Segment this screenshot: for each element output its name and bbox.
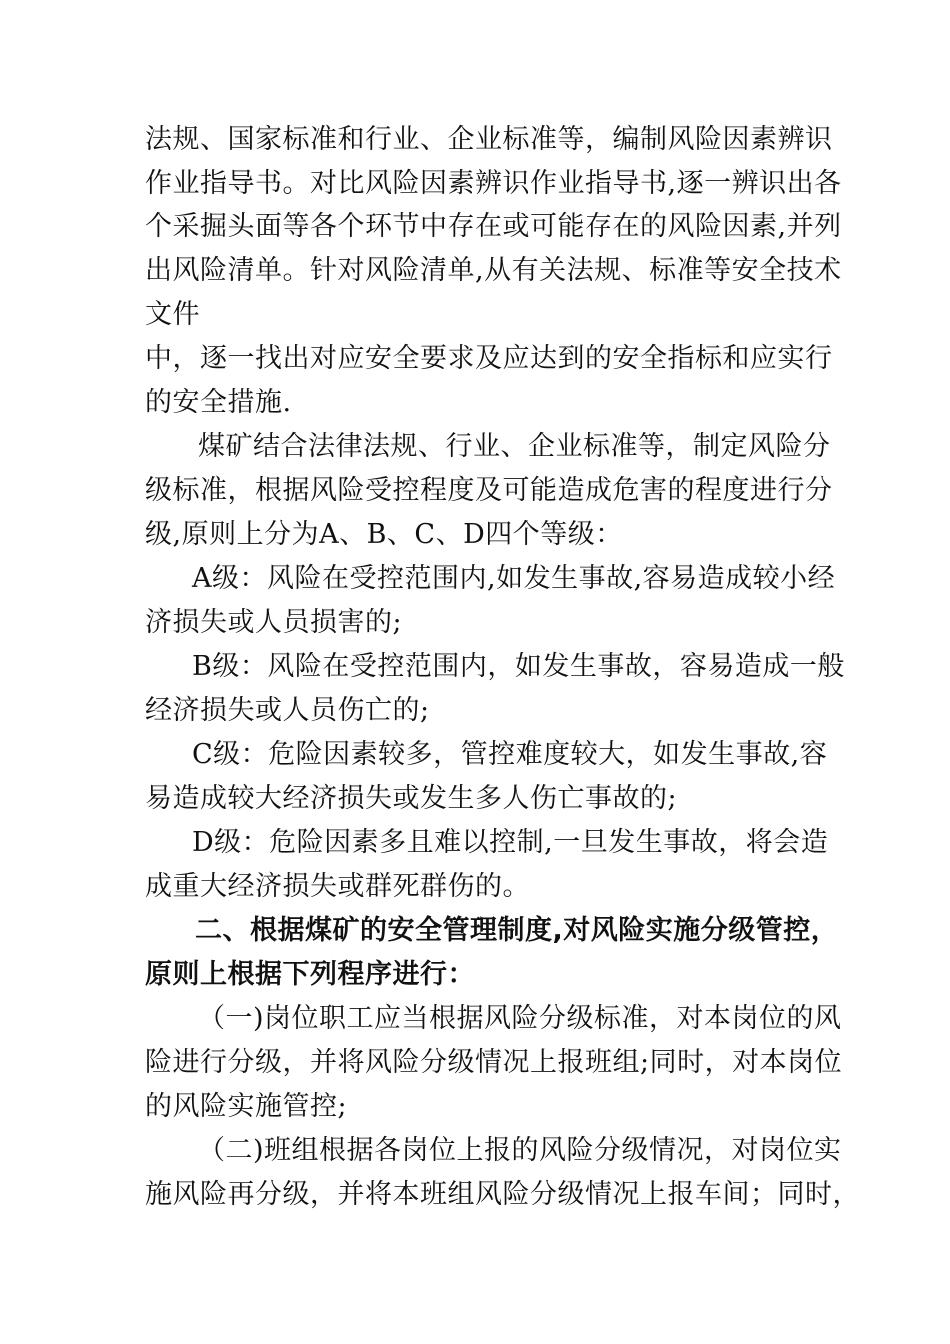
grade-b-line: B级：风险在受控范围内，如发生事故，容易造成一般 (192, 651, 845, 682)
step-two-line: （二)班组根据各岗位上报的风险分级情况，对岗位实 (198, 1135, 842, 1166)
text-line: 文件 (145, 299, 200, 330)
section-heading: 二、根据煤矿的安全管理制度,对风险实施分级管控， (195, 915, 839, 946)
text-line: 级,原则上分为A、B、C、D四个等级： (145, 519, 623, 550)
text-line: 险进行分级，并将风险分级情况上报班组;同时，对本岗位 (145, 1047, 843, 1078)
paragraph-start-line: 煤矿结合法律法规、行业、企业标准等，制定风险分 (198, 431, 831, 462)
text-line: 济损失或人员损害的; (145, 607, 403, 638)
text-line: 个采掘头面等各个环节中存在或可能存在的风险因素,并列 (145, 211, 842, 242)
text-line: 成重大经济损失或群死群伤的。 (145, 871, 530, 902)
text-line: 经济损失或人员伤亡的; (145, 695, 430, 726)
text-line: 法规、国家标准和行业、企业标准等，编制风险因素辨识 (145, 124, 833, 155)
grade-a-line: A级：风险在受控范围内,如发生事故,容易造成较小经 (192, 563, 836, 594)
grade-c-line: C级：危险因素较多，管控难度较大，如发生事故,容 (192, 739, 828, 770)
text-line: 出风险清单。针对风险清单,从有关法规、标准等安全技术 (145, 255, 842, 286)
text-line: 易造成较大经济损失或发生多人伤亡事故的; (145, 783, 678, 814)
grade-d-line: D级：危险因素多且难以控制,一旦发生事故，将会造 (192, 827, 829, 858)
text-line: 级标准，根据风险受控程度及可能造成危害的程度进行分 (145, 475, 833, 506)
text-line: 的安全措施. (145, 387, 292, 418)
text-line: 施风险再分级，并将本班组风险分级情况上报车间；同时， (145, 1179, 860, 1210)
section-heading-cont: 原则上根据下列程序进行： (145, 959, 475, 990)
text-line: 的风险实施管控; (145, 1091, 348, 1122)
text-line: 中，逐一找出对应安全要求及应达到的安全指标和应实行 (145, 343, 833, 374)
text-line: 作业指导书。对比风险因素辨识作业指导书,逐一辨识出各 (145, 168, 842, 199)
step-one-line: （一)岗位职工应当根据风险分级标准，对本岗位的风 (198, 1003, 842, 1034)
